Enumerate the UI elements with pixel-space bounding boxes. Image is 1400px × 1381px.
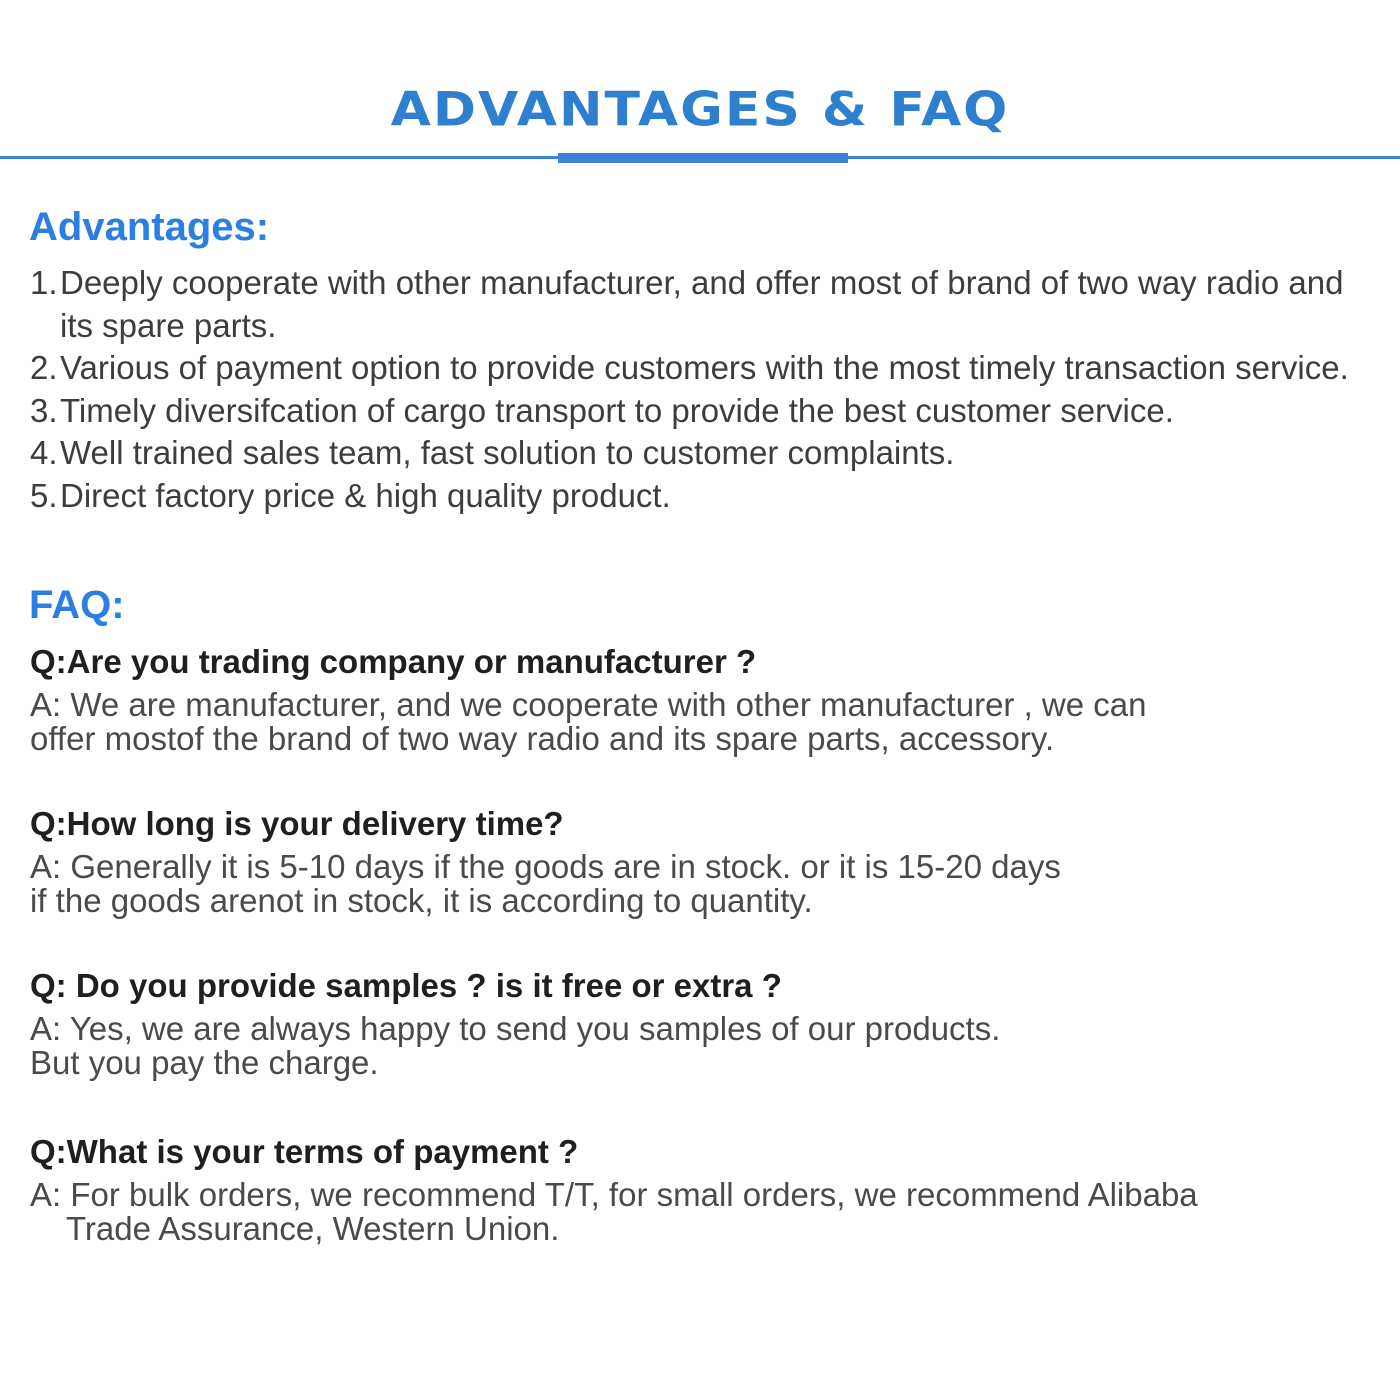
faq-item — [30, 1132, 1370, 1246]
advantage-item — [30, 390, 1360, 433]
advantage-item — [30, 432, 1360, 475]
faq-answer: A: We are manufacturer, and we cooperate with other manufacturer , we can offer mostof the brand of two way radio and its spare parts, accessory. — [30, 686, 1147, 757]
advantage-item — [30, 475, 1360, 518]
advantage-number: 5. — [30, 476, 58, 514]
advantage-item — [30, 347, 1360, 390]
advantage-number: 3. — [30, 391, 58, 429]
faq-answer: A: For bulk orders, we recommend T/T, for small orders, we recommend Alibaba Trade Assurance, Western Union. — [30, 1176, 1198, 1247]
faq-item — [30, 804, 1370, 918]
advantages-heading: Advantages: — [29, 205, 270, 249]
faq-item — [30, 966, 1370, 1080]
advantage-text: Various of payment option to provide customers with the most timely transaction service. — [60, 349, 1349, 386]
faq-answer: A: Yes, we are always happy to send you samples of our products. But you pay the charge. — [30, 1010, 1001, 1081]
faq-question: Q:How long is your delivery time? — [30, 805, 564, 842]
faq-question: Q:What is your terms of payment ? — [30, 1133, 579, 1170]
advantage-number: 4. — [30, 434, 58, 471]
advantages-list — [30, 262, 1360, 517]
faq-item — [30, 642, 1370, 756]
faq-heading: FAQ: — [29, 583, 125, 627]
page-header — [0, 0, 1400, 170]
faq-question: Q: Do you provide samples ? is it free or extra ? — [30, 967, 782, 1004]
page-title: ADVANTAGES & FAQ — [390, 83, 1010, 137]
advantage-text: Deeply cooperate with other manufacturer, and offer most of brand of two way radio and its spare parts. — [60, 264, 1344, 344]
faq-question: Q:Are you trading company or manufacturer ? — [30, 643, 757, 680]
advantage-number: 1. — [30, 264, 58, 301]
faq-answer: A: Generally it is 5-10 days if the goods are in stock. or it is 15-20 days if the goods arenot in stock, it is according to quantity. — [30, 848, 1061, 919]
header-accent-bar — [558, 153, 848, 163]
advantage-text: Timely diversifcation of cargo transport to provide the best customer service. — [60, 391, 1174, 429]
advantage-number: 2. — [30, 349, 58, 386]
advantage-item — [30, 262, 1360, 347]
advantage-text: Well trained sales team, fast solution to customer complaints. — [60, 434, 955, 471]
advantage-text: Direct factory price & high quality product. — [60, 476, 671, 514]
